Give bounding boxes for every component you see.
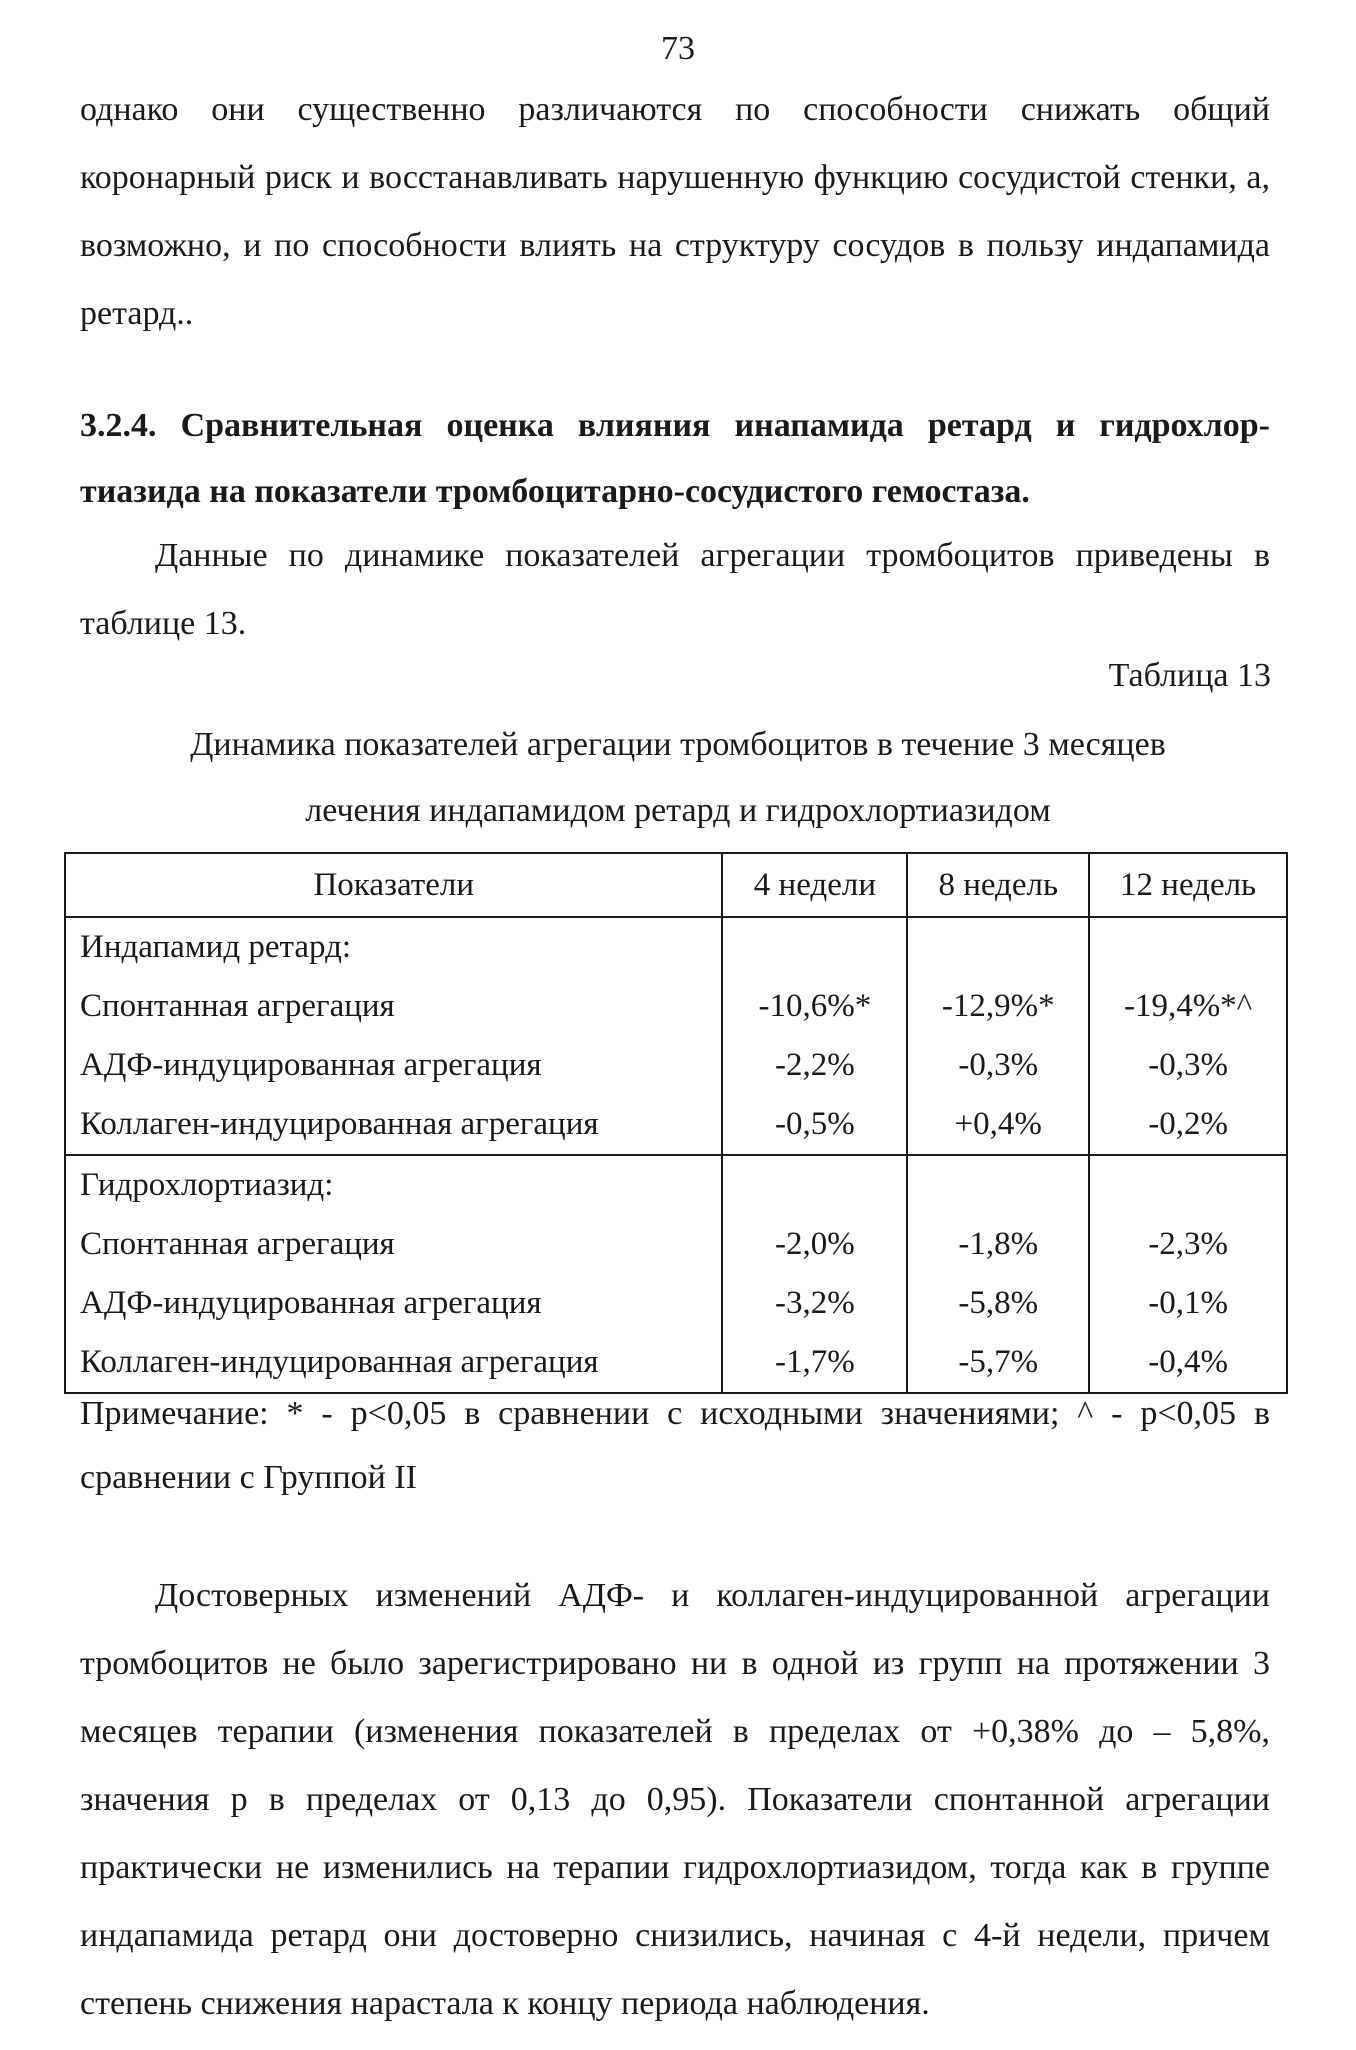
table-header-row [65, 853, 1287, 917]
table-caption-line2: лечения индапамидом ретард и гидрохлортиазидом [305, 792, 1051, 829]
cell-week-4: -2,0% [722, 1215, 907, 1274]
table-row [65, 1215, 1287, 1274]
row-label: Спонтанная агрегация [65, 977, 722, 1036]
table-row [65, 1274, 1287, 1333]
cell-week-12: -0,2% [1089, 1095, 1287, 1155]
table-caption [0, 712, 1356, 844]
cell-week-4: -2,2% [722, 1036, 907, 1095]
cell-week-8: -1,8% [907, 1215, 1089, 1274]
group-title-row [65, 917, 1287, 977]
page-number: 73 [661, 30, 695, 67]
cell-week-4: -0,5% [722, 1095, 907, 1155]
cell-week-12: -0,4% [1089, 1333, 1287, 1393]
row-label: Спонтанная агрегация [65, 1215, 722, 1274]
section-heading: 3.2.4. Сравнительная оценка влияния инапамида ретард и гидрохлор-тиазида на показатели тромбоцитарно-сосудистого гемостаза. [80, 407, 1270, 510]
header-indicators: Показатели [65, 853, 722, 917]
header-week-8: 8 недель [907, 853, 1089, 917]
cell-week-8: -12,9%* [907, 977, 1089, 1036]
table-caption-line1: Динамика показателей агрегации тромбоцитов в течение 3 месяцев [190, 726, 1166, 763]
header-week-4: 4 недели [722, 853, 907, 917]
platelet-aggregation-table [64, 852, 1288, 1394]
table-row [65, 1095, 1287, 1155]
cell-week-12: -0,1% [1089, 1274, 1287, 1333]
cell-week-4: -3,2% [722, 1274, 907, 1333]
table-note: Примечание: * - p<0,05 в сравнении с исходными значениями; ^ - p<0,05 в сравнении с Группой II [80, 1395, 1270, 1496]
intro-paragraph: однако они существенно различаются по способности снижать общий коронарный риск и восстанавливать нарушенную функцию сосудистой стенки, а, возможно, и по способности влиять на структуру сосудов в пользу индапамида ретард.. [80, 91, 1270, 332]
row-label: Коллаген-индуцированная агрегация [65, 1095, 722, 1155]
table-row [65, 1036, 1287, 1095]
cell-week-4: -1,7% [722, 1333, 907, 1393]
table-row [65, 977, 1287, 1036]
row-label: АДФ-индуцированная агрегация [65, 1274, 722, 1333]
group-title: Гидрохлортиазид: [65, 1155, 722, 1215]
cell-week-8: -0,3% [907, 1036, 1089, 1095]
cell-week-12: -2,3% [1089, 1215, 1287, 1274]
row-label: Коллаген-индуцированная агрегация [65, 1333, 722, 1393]
closing-paragraph: Достоверных изменений АДФ- и коллаген-индуцированной агрегации тромбоцитов не было зарегистрировано ни в одной из групп на протяжении 3 месяцев терапии (изменения показателей в пределах от +0,38% до – 5,8%, значения р в пределах от 0,13 до 0,95). Показатели спонтанной агрегации практически не изменились на терапии гидрохлортиазидом, тогда как в группе индапамида ретард они достоверно снизились, начиная с 4-й недели, причем степень снижения нарастала к концу периода наблюдения. [80, 1577, 1270, 2022]
header-week-12: 12 недель [1089, 853, 1287, 917]
row-label: АДФ-индуцированная агрегация [65, 1036, 722, 1095]
cell-week-4: -10,6%* [722, 977, 907, 1036]
cell-week-8: -5,7% [907, 1333, 1089, 1393]
cell-week-12: -19,4%*^ [1089, 977, 1287, 1036]
cell-week-12: -0,3% [1089, 1036, 1287, 1095]
table-label: Таблица 13 [1108, 657, 1271, 694]
cell-week-8: -5,8% [907, 1274, 1089, 1333]
lead-paragraph: Данные по динамике показателей агрегации тромбоцитов приведены в таблице 13. [80, 537, 1270, 642]
cell-week-8: +0,4% [907, 1095, 1089, 1155]
group-title-row [65, 1155, 1287, 1215]
group-title: Индапамид ретард: [65, 917, 722, 977]
